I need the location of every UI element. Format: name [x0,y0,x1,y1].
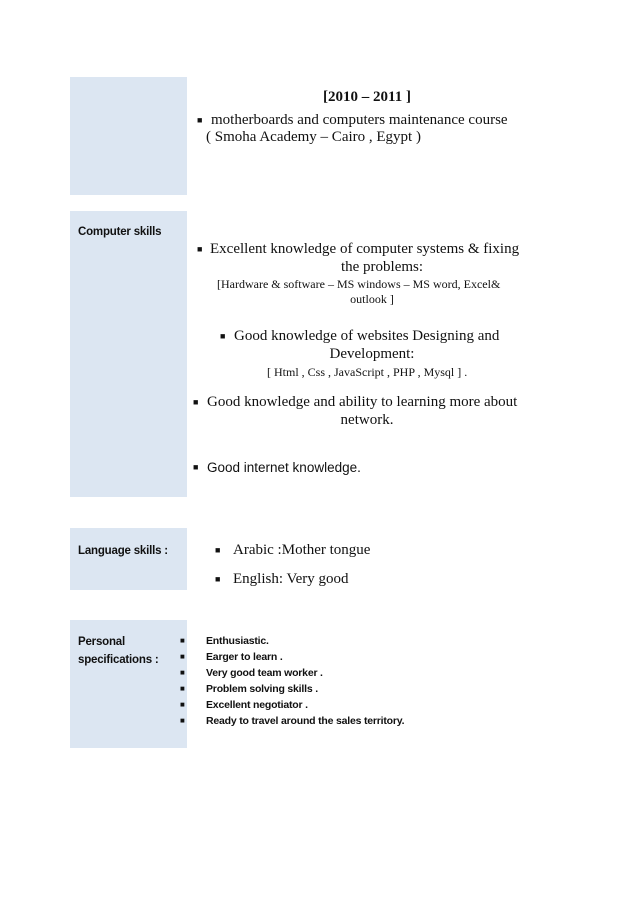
computer-skill-3-line2: network. [340,412,394,428]
computer-skill-4: Good internet knowledge. [207,460,361,475]
personal-heading-line2: specifications : [78,654,159,666]
sidebar-block-education [70,77,187,195]
computer-skill-1-detail1: [Hardware & software – MS windows – MS word, Excel& [217,277,501,291]
computer-skill-1-line1: Excellent knowledge of computer systems & fixing [210,241,520,257]
list-item: ■ Excellent negotiator . [180,699,308,711]
education-course: motherboards and computers maintenance course [211,112,508,128]
computer-skills-heading: Computer skills [78,226,162,238]
sidebar-block-language-skills [70,528,187,590]
list-item: ■ Enthusiastic. [180,635,269,647]
language-skills-heading: Language skills : [78,545,168,557]
list-item: ■ Very good team worker . [180,667,323,679]
language-item-arabic: Arabic :Mother tongue [233,542,371,558]
sidebar-block-computer-skills [70,211,187,497]
bullet-icon: ■ [193,397,199,407]
personal-heading-line1: Personal [78,636,125,648]
bullet-icon: ■ [180,652,185,661]
computer-skill-2-line2: Development: [329,346,415,362]
bullet-icon: ■ [193,462,199,472]
education-years: [2010 – 2011 ] [323,89,411,105]
list-item: ■ Earger to learn . [180,651,283,663]
bullet-icon: ■ [180,684,185,693]
list-item: ■ Ready to travel around the sales territory. [180,715,405,727]
bullet-icon: ■ [197,244,203,254]
bullet-icon: ■ [180,700,185,709]
list-item: ■ Problem solving skills . [180,683,318,695]
bullet-icon: ■ [197,115,203,125]
computer-skill-3-line1: Good knowledge and ability to learning more about [207,394,518,410]
bullet-icon: ■ [180,716,185,725]
personal-specifications-list [180,633,404,729]
bullet-icon: ■ [220,331,226,341]
bullet-icon: ■ [180,636,185,645]
bullet-icon: ■ [215,574,221,584]
computer-skill-1-line2: the problems: [340,259,424,275]
language-item-english: English: Very good [233,571,349,587]
computer-skill-2-line1: Good knowledge of websites Designing and [234,328,500,344]
bullet-icon: ■ [215,545,221,555]
computer-skill-2-detail: [ Html , Css , JavaScript , PHP , Mysql ] . [267,365,468,379]
bullet-icon: ■ [180,668,185,677]
education-place: ( Smoha Academy – Cairo , Egypt ) [206,129,421,145]
computer-skill-1-detail2: outlook ] [350,292,394,306]
